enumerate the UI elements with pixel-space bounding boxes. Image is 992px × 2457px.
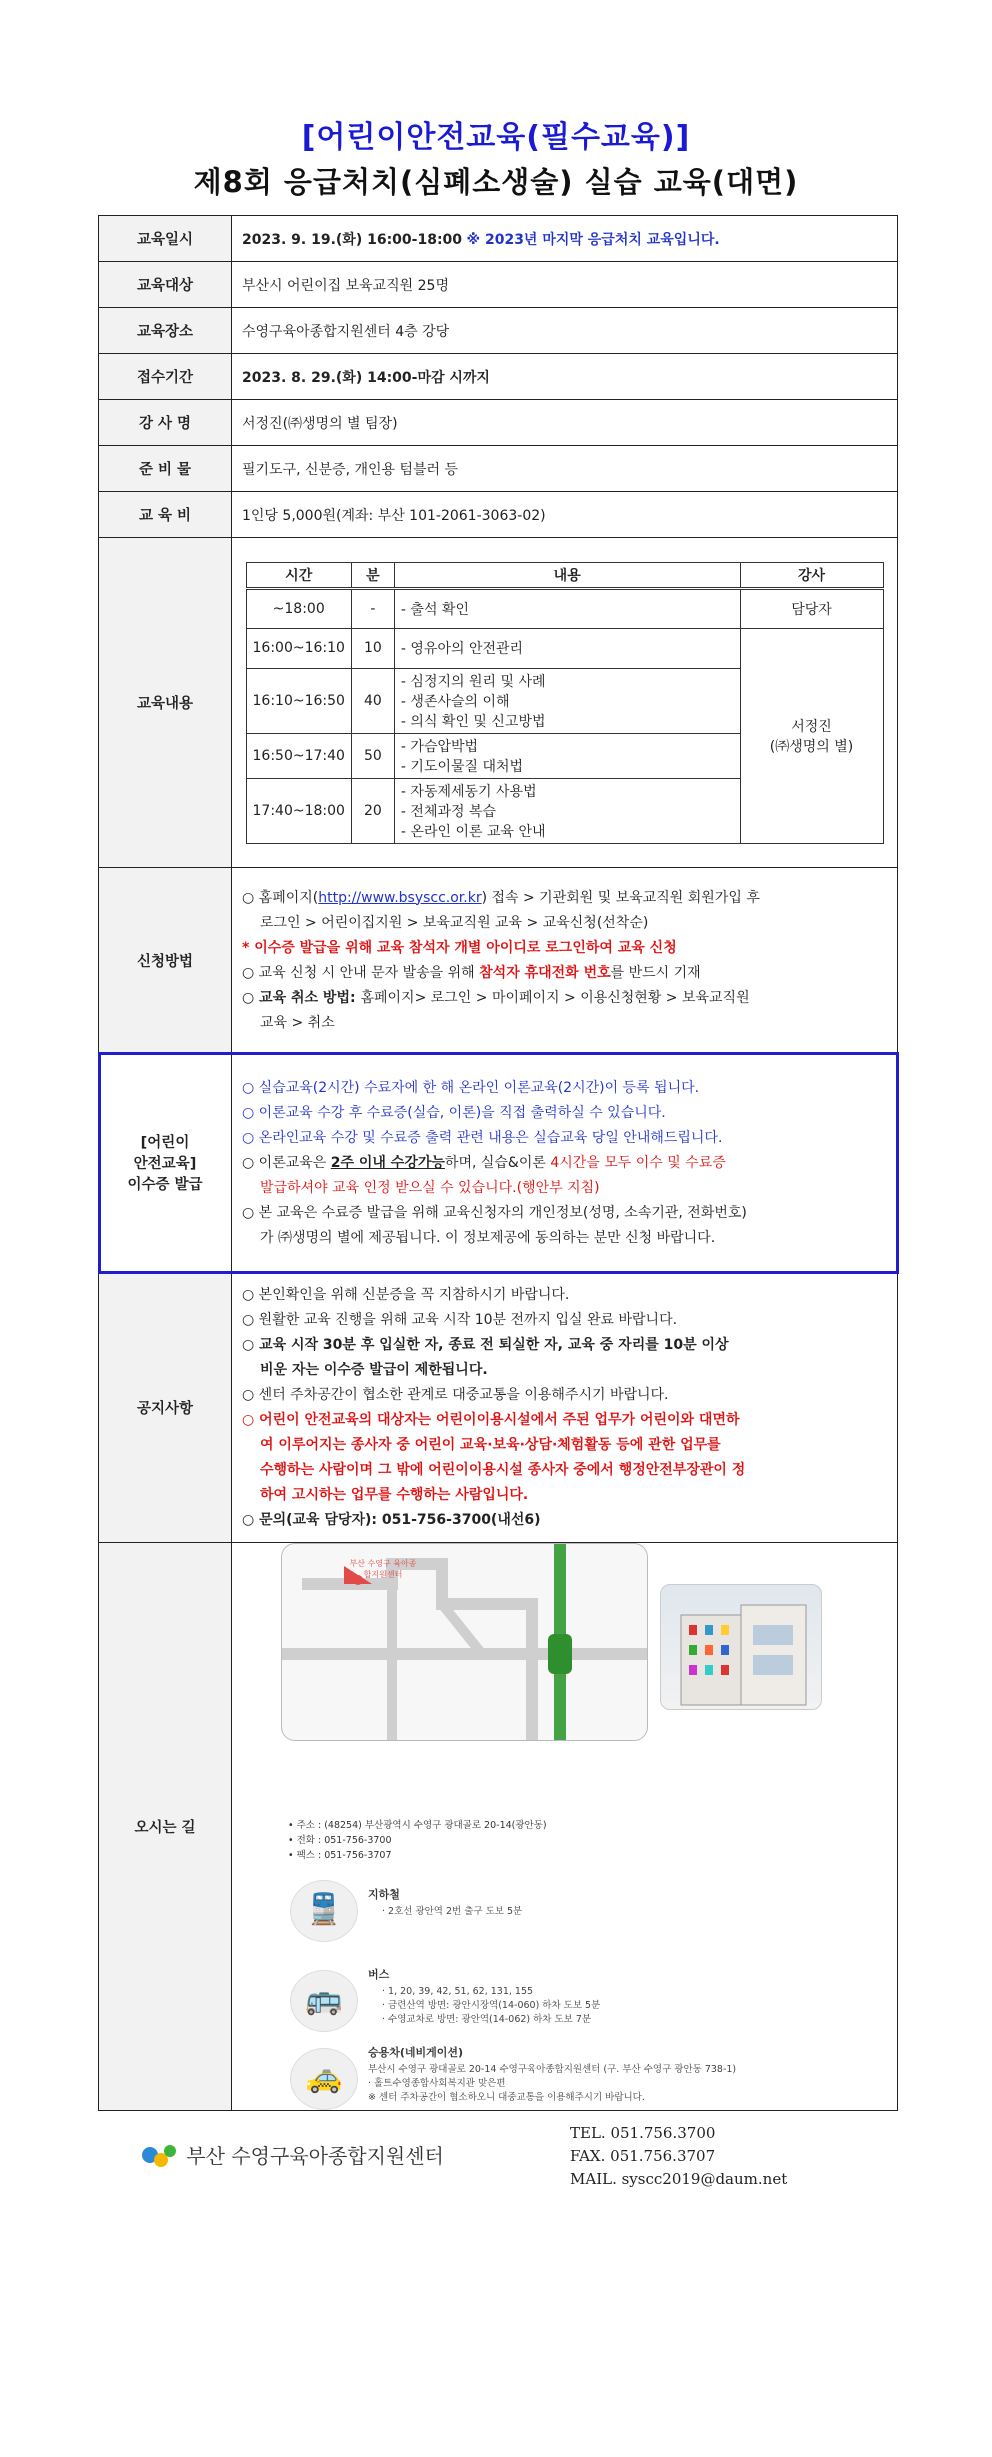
- footer-contact: [570, 2122, 787, 2191]
- subway-icon: 🚆: [290, 1880, 358, 1942]
- schedule-header: [246, 562, 883, 588]
- page-subtitle: 제8회 응급처치(심폐소생술) 실습 교육(대면): [193, 165, 799, 199]
- label-notice: 공지사항: [99, 1273, 232, 1543]
- label-target: 교육대상: [99, 262, 232, 308]
- org-logo-icon: [140, 2143, 180, 2173]
- label-content: 교육내용: [99, 538, 232, 868]
- row-period: [99, 354, 898, 400]
- col-instructor: 강사: [740, 562, 883, 588]
- col-time: 시간: [246, 562, 351, 588]
- instructor-staff: 담당자: [740, 588, 883, 628]
- row-cert: [어린이 안전교육] 이수증 발급 ○ 실습교육(2시간) 수료자에 한 해 온라인 이론교육(2시간)이 등록 됩니다. ○ 이론교육 수강 후 수료증(실습, 이론)을 직접 출력하실 수 있습니다. ○ 온라인교육 수강 및 수료증 출력 관련 내용은 실습교육 당일 안내해드립니다. ○ 이론교육은 2주 이내 수강가능하며, 실습&이론 4시간을 모두 이수 및 수료증 발급하셔야 교육 인정 받으실 수 있습니다.(행안부 지침) ○ 본 교육은 수료증 발급을 위해 교육신청자의 개인정보(성명, 소속기관, 전화번호) 가 ㈜생명의 별에 제공됩니다. 이 정보제공에 동의하는 분만 신청 바랍니다.: [99, 1053, 898, 1273]
- row-target: [99, 262, 898, 308]
- row-date: [99, 216, 898, 262]
- bus-title: 버스: [368, 1968, 390, 1981]
- footer-tel: TEL. 051.756.3700: [570, 2124, 716, 2142]
- schedule-row: 16:50~17:40 50 - 가슴압박법 - 기도이물질 대처법: [246, 733, 883, 778]
- footer-fax: FAX. 051.756.3707: [570, 2147, 716, 2165]
- schedule-row: ~18:00 - - 출석 확인 담당자: [246, 588, 883, 628]
- car-icon: 🚕: [290, 2048, 358, 2110]
- schedule-table: [246, 562, 884, 844]
- bus-icon: 🚌: [290, 1970, 358, 2032]
- schedule-row: 17:40~18:00 20 - 자동제세동기 사용법 - 전체과정 복습 - 온라인 이론 교육 안내: [246, 778, 883, 843]
- instructor-main: 서정진 (㈜생명의 별): [740, 628, 883, 843]
- label-directions: 오시는 길: [99, 1543, 232, 2111]
- address-text: • 주소 : (48254) 부산광역시 수영구 광대골로 20-14(광안동): [288, 1820, 547, 1831]
- row-instructor: [99, 400, 898, 446]
- supplies-value: 필기도구, 신분증, 개인용 텀블러 등: [232, 446, 898, 492]
- label-supplies: 준 비 물: [99, 446, 232, 492]
- label-place: 교육장소: [99, 308, 232, 354]
- label-apply: 신청방법: [99, 868, 232, 1053]
- subway-title: 지하철: [368, 1888, 400, 1901]
- map-center-label: 부산 수영구 육아종합지원센터: [349, 1559, 417, 1579]
- fee-value: 1인당 5,000원(계좌: 부산 101-2061-3063-02): [232, 492, 898, 538]
- homepage-link[interactable]: http://www.bsyscc.or.kr: [318, 889, 482, 906]
- row-fee: [99, 492, 898, 538]
- fax-text: • 팩스 : 051-756-3707: [288, 1850, 392, 1861]
- date-value: 2023. 9. 19.(화) 16:00-18:00: [242, 231, 463, 248]
- map-graphic: [282, 1544, 647, 1740]
- building-photo: [660, 1584, 822, 1710]
- page-title: [어린이안전교육(필수교육)]: [301, 120, 691, 155]
- col-content: 내용: [394, 562, 740, 588]
- row-content: [99, 538, 898, 868]
- label-cert: [어린이 안전교육] 이수증 발급: [99, 1053, 232, 1273]
- target-value: 부산시 어린이집 보육교직원 25명: [232, 262, 898, 308]
- row-notice: 공지사항 ○ 본인확인을 위해 신분증을 꼭 지참하시기 바랍니다. ○ 원활한 교육 진행을 위해 교육 시작 10분 전까지 입실 완료 바랍니다. ○ 교육 시작 30분 후 입실한 자, 종료 전 퇴실한 자, 교육 중 자리를 10분 이상 비운 자는 이수증 발급이 제한됩니다. ○ 센터 주차공간이 협소한 관계로 대중교통을 이용해주시기 바랍니다. ○ 어린이 안전교육의 대상자는 어린이이용시설에서 주된 업무가 어린이와 대면하 여 이루어지는 종사자 중 어린이 교육·보육·상담·체험활동 등에 관한 업무를 수행하는 사람이며 그 밖에 어린이이용시설 종사자 중에서 행정안전부장관이 정 하여 고시하는 업무를 수행하는 사람입니다. ○ 문의(교육 담당자): 051-756-3700(내선6): [99, 1273, 898, 1543]
- label-period: 접수기간: [99, 354, 232, 400]
- label-date: 교육일시: [99, 216, 232, 262]
- date-note: ※ 2023년 마지막 응급처치 교육입니다.: [466, 231, 720, 248]
- footer-org: 부산 수영구육아종합지원센터: [140, 2140, 444, 2173]
- instructor-value: 서정진(㈜생명의 별 팀장): [232, 400, 898, 446]
- label-instructor: 강 사 명: [99, 400, 232, 446]
- row-apply: 신청방법 ○ 홈페이지(http://www.bsyscc.or.kr) 접속 > 기관회원 및 보육교직원 회원가입 후 로그인 > 어린이집지원 > 보육교직원 교육 > 교육신청(선착순) * 이수증 발급을 위해 교육 참석자 개별 아이디로 로그인하여 교육 신청 ○ 교육 신청 시 안내 문자 발송을 위해 참석자 휴대전화 번호를 반드시 기재 ○ 교육 취소 방법: 홈페이지> 로그인 > 마이페이지 > 이용신청현황 > 보육교직원 교육 > 취소: [99, 868, 898, 1053]
- row-supplies: [99, 446, 898, 492]
- col-min: 분: [351, 562, 394, 588]
- schedule-row: 16:10~16:50 40 - 심정지의 원리 및 사례 - 생존사슬의 이해 - 의식 확인 및 신고방법: [246, 668, 883, 733]
- location-map: [281, 1543, 648, 1741]
- footer-mail: MAIL. syscc2019@daum.net: [570, 2170, 788, 2188]
- schedule-row: 16:00~16:10 10 - 영유아의 안전관리 서정진 (㈜생명의 별): [246, 628, 883, 668]
- row-place: [99, 308, 898, 354]
- phone-text: • 전화 : 051-756-3700: [288, 1835, 392, 1846]
- place-value: 수영구육아종합지원센터 4층 강당: [232, 308, 898, 354]
- period-value: 2023. 8. 29.(화) 14:00-마감 시까지: [232, 354, 898, 400]
- car-title: 승용차(네비게이션): [368, 2046, 464, 2059]
- label-fee: 교 육 비: [99, 492, 232, 538]
